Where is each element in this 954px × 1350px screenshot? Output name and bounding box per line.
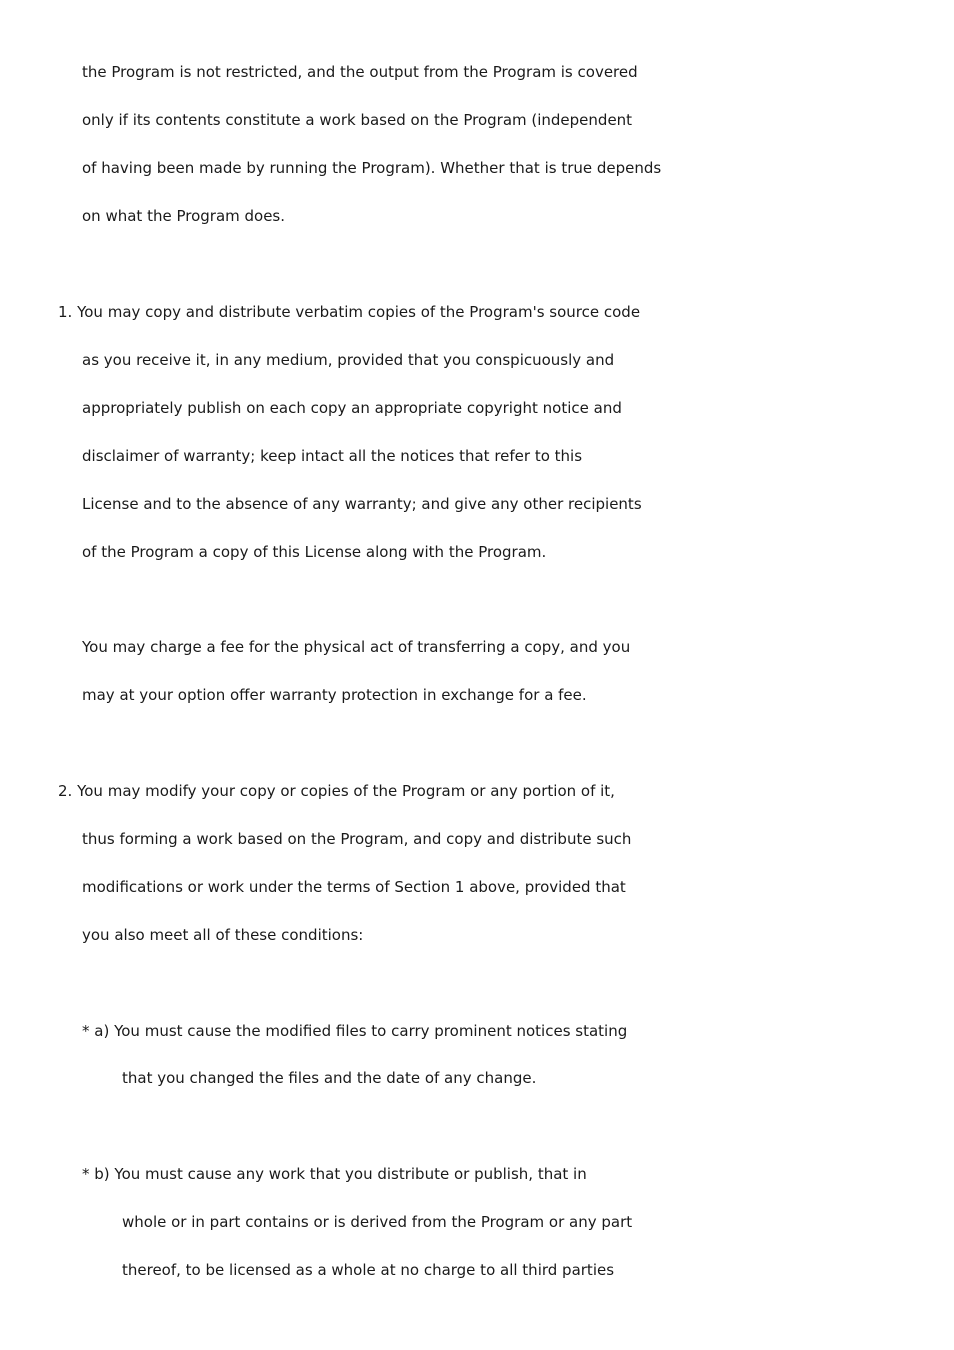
text-line: thus forming a work based on the Program, and copy and distribute such [82, 830, 632, 848]
text-line: that you changed the files and the date of any change. [122, 1069, 537, 1087]
section-2-line: 2. You may modify your copy or copies of the Program or any portion of it, [58, 782, 615, 800]
text-line: modifications or work under the terms of Section 1 above, provided that [82, 878, 626, 896]
list-item-b: * b) You must cause any work that you distribute or publish, that in [82, 1165, 587, 1183]
text-line: you also meet all of these conditions: [82, 926, 364, 944]
text-line: appropriately publish on each copy an appropriate copyright notice and [82, 399, 622, 417]
list-item-a: * a) You must cause the modified files to carry prominent notices stating [82, 1022, 628, 1040]
text-line: disclaimer of warranty; keep intact all the notices that refer to this [82, 447, 583, 465]
text-line: License and to the absence of any warranty; and give any other recipients [82, 495, 642, 513]
text-line: of having been made by running the Program). Whether that is true depends [82, 159, 662, 177]
text-line: the Program is not restricted, and the output from the Program is covered [82, 63, 638, 81]
text-line: You may charge a fee for the physical act of transferring a copy, and you [82, 638, 631, 656]
text-line: of the Program a copy of this License along with the Program. [82, 543, 547, 561]
text-line: may at your option offer warranty protection in exchange for a fee. [82, 686, 587, 704]
text-line: on what the Program does. [82, 207, 286, 225]
text-line: as you receive it, in any medium, provided that you conspicuously and [82, 351, 615, 369]
text-line: thereof, to be licensed as a whole at no charge to all third parties [122, 1261, 615, 1279]
text-line: whole or in part contains or is derived from the Program or any part [122, 1213, 633, 1231]
text-line: only if its contents constitute a work based on the Program (independent [82, 111, 633, 129]
section-1-line: 1. You may copy and distribute verbatim copies of the Program's source code [58, 303, 641, 321]
